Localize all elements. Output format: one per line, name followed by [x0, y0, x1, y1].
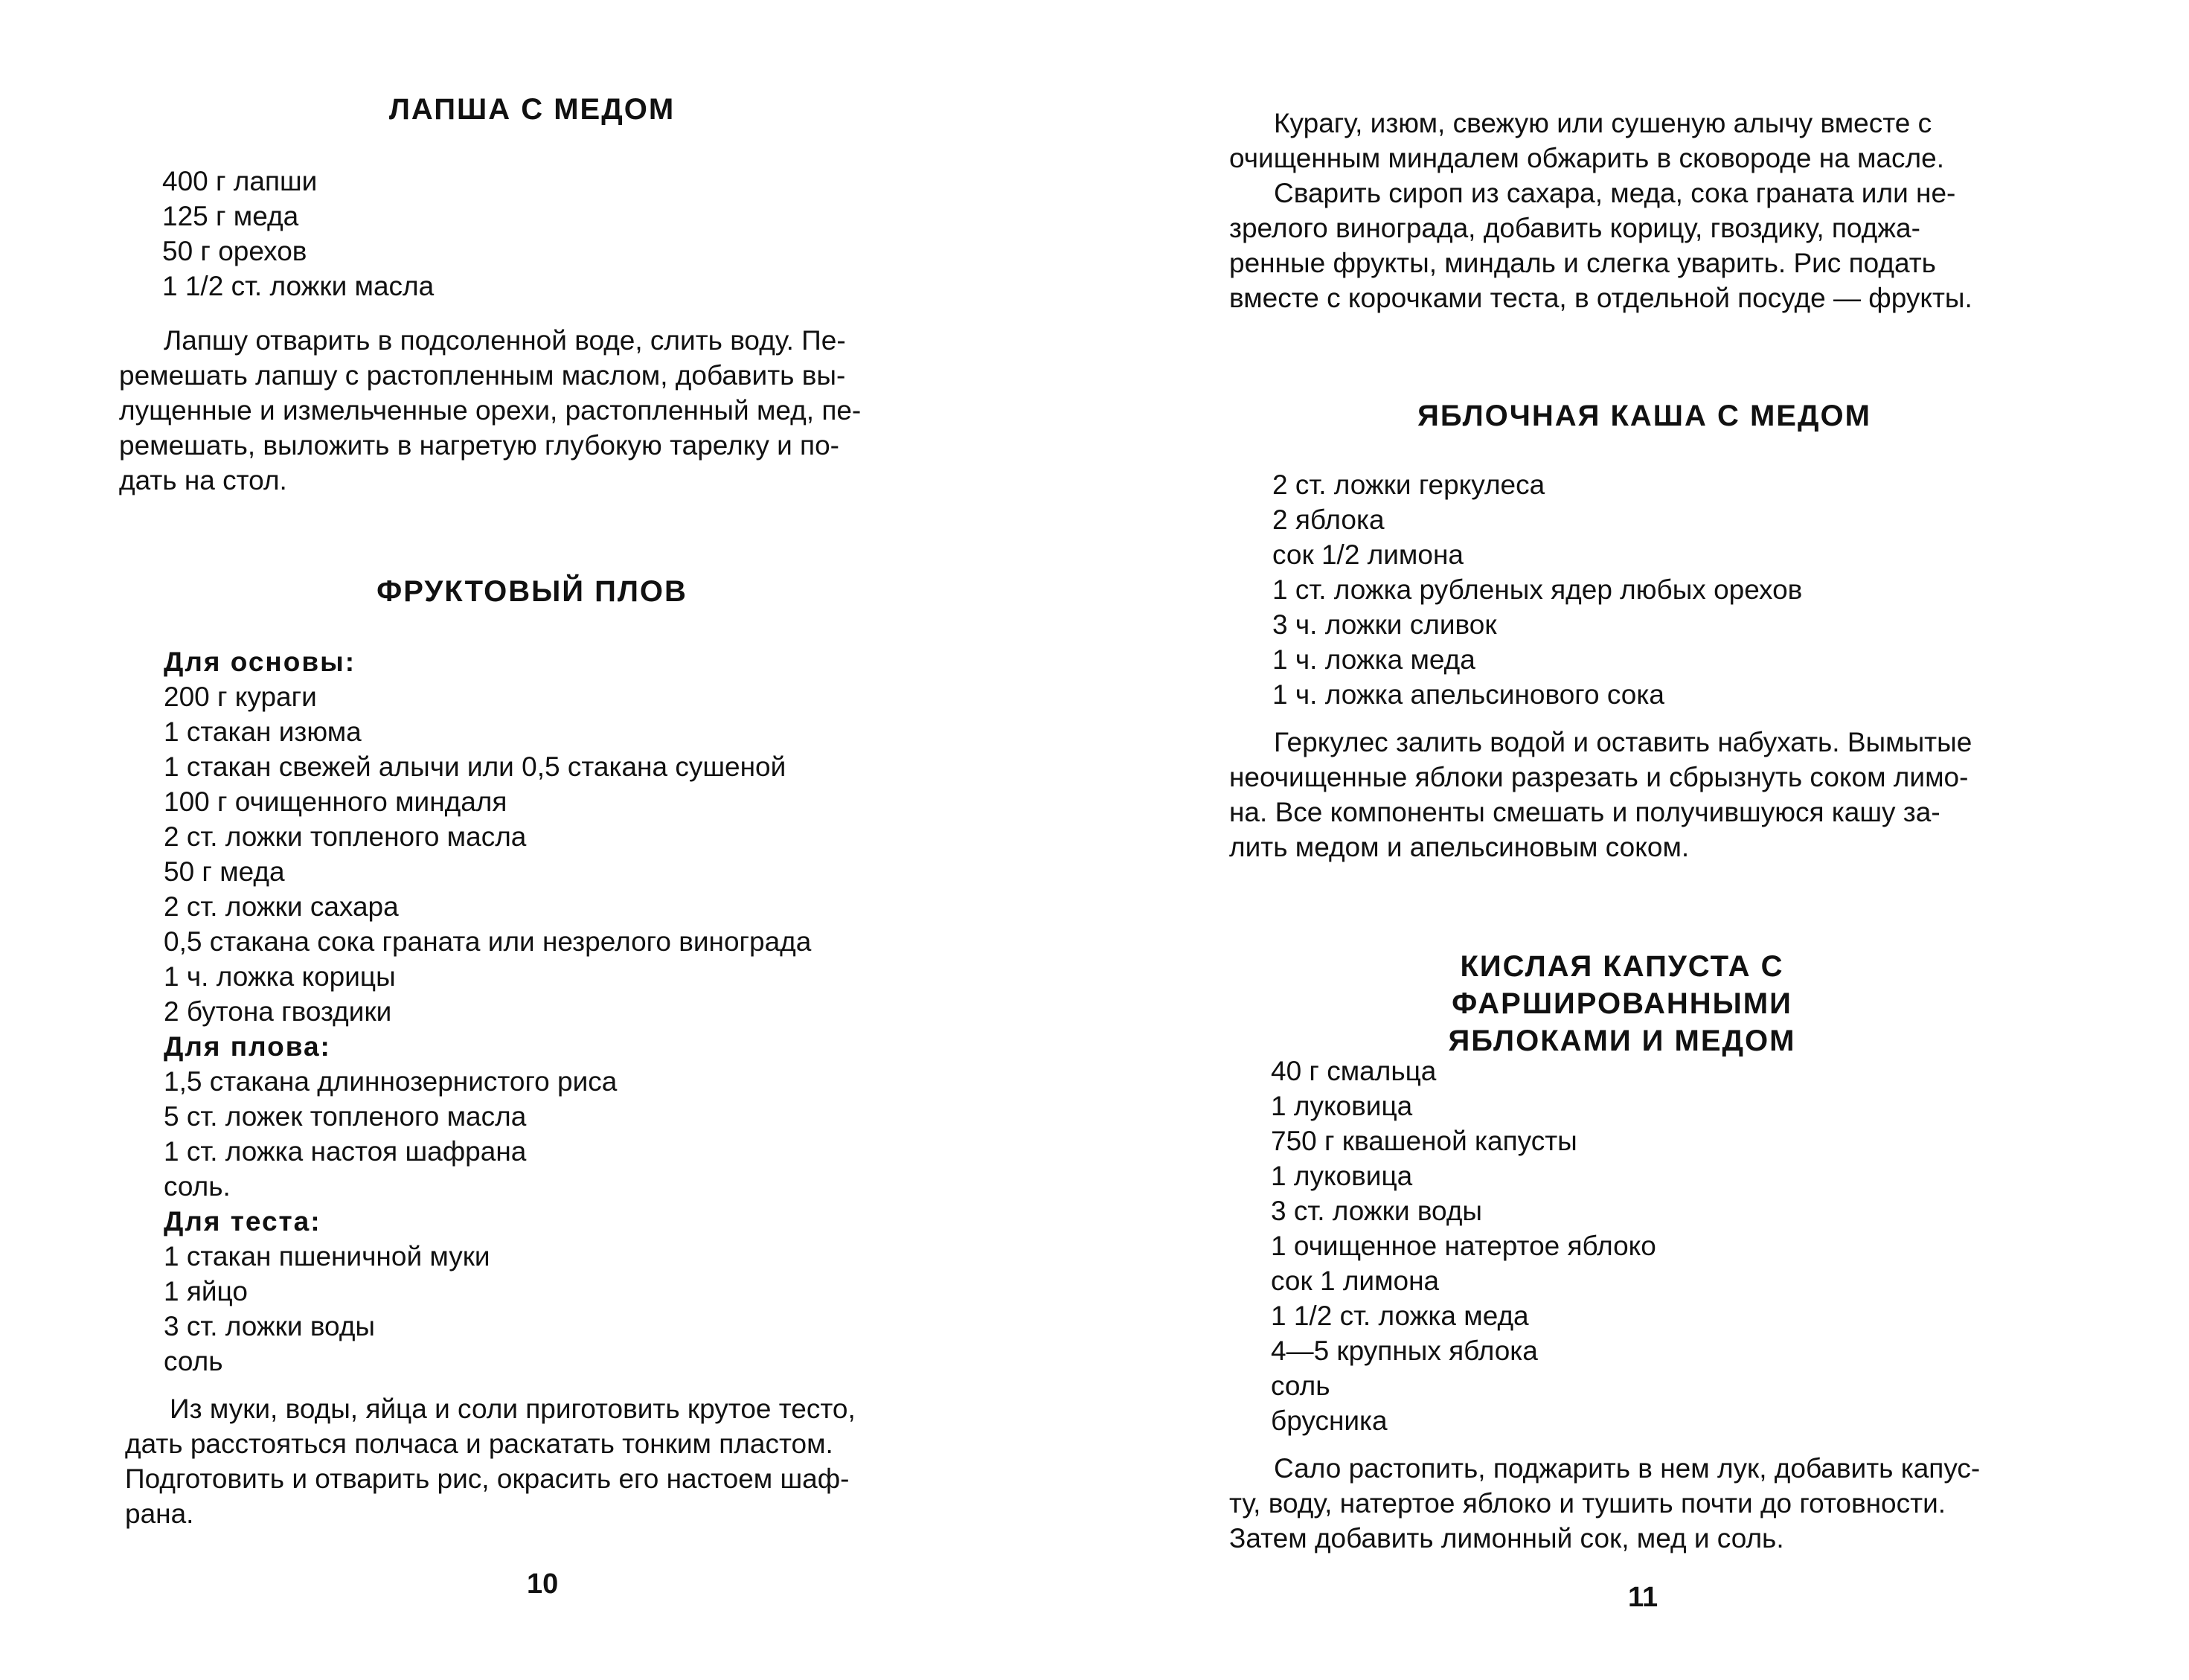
ingredient: соль. — [164, 1171, 231, 1202]
instructions-sauerkraut — [1229, 1451, 1980, 1556]
ingredient: 2 яблока — [1272, 504, 1385, 535]
ingredient: 1 ч. ложка меда — [1272, 644, 1475, 675]
ingredient: 2 ст. ложки геркулеса — [1272, 469, 1545, 500]
text-line: Сало растопить, поджарить в нем лук, добавить капус- — [1274, 1453, 1981, 1484]
text-line: лущенные и измельченные орехи, растопленный мед, пе- — [119, 395, 862, 426]
ingredient: 3 ст. ложки воды — [1271, 1196, 1483, 1226]
ingredient: 1 1/2 ст. ложки масла — [162, 271, 435, 301]
ingredient: 1 1/2 ст. ложка меда — [1271, 1301, 1529, 1331]
text-line: на. Все компоненты смешать и получившуюся кашу за- — [1229, 797, 1940, 827]
ingredient: 100 г очищенного миндаля — [164, 786, 507, 817]
ingredient: 200 г кураги — [164, 682, 317, 712]
ingredients-fruit-pilaf — [164, 644, 811, 1379]
text-line: неочищенные яблоки разрезать и сбрызнуть соком лимо- — [1229, 762, 1969, 792]
ingredient: 750 г квашеной капусты — [1271, 1126, 1577, 1156]
ingredient: 50 г орехов — [162, 236, 307, 266]
text-line: вместе с корочками теста, в отдельной посуде — фрукты. — [1229, 283, 1972, 313]
page-number: 10 — [527, 1568, 559, 1600]
instructions-fruit-pilaf-continued — [1229, 106, 1972, 315]
text-line: Лапшу отварить в подсоленной воде, слить воду. Пе- — [164, 325, 846, 356]
ingredient: 50 г меда — [164, 856, 285, 887]
ingredient: 1 луковица — [1271, 1161, 1413, 1191]
title-line: ЯБЛОКАМИ И МЕДОМ — [1448, 1025, 1796, 1057]
text-line: рана. — [125, 1498, 194, 1529]
text-line: Геркулес залить водой и оставить набухать. Вымытые — [1274, 727, 1972, 757]
text-line: ремешать лапшу с растопленным маслом, добавить вы- — [119, 360, 846, 391]
subheading-dough: Для теста: — [164, 1206, 321, 1237]
ingredient: 3 ч. ложки сливок — [1272, 609, 1497, 640]
title-line: КИСЛАЯ КАПУСТА С ФАРШИРОВАННЫМИ — [1452, 950, 1792, 1020]
recipe-title-noodles: ЛАПША С МЕДОМ — [388, 93, 676, 126]
ingredient: соль — [164, 1346, 223, 1376]
ingredient: 2 ст. ложки сахара — [164, 891, 399, 922]
text-line: Из муки, воды, яйца и соли приготовить крутое тесто, — [170, 1394, 856, 1424]
ingredients-sauerkraut — [1271, 1054, 1656, 1438]
ingredient: 2 бутона гвоздики — [164, 996, 392, 1027]
ingredients-apple-porridge — [1272, 467, 1802, 712]
text-line: ренные фрукты, миндаль и слегка уварить. Рис подать — [1229, 248, 1936, 278]
text-line: дать расстояться полчаса и раскатать тонким пластом. — [125, 1429, 833, 1459]
left-page — [0, 0, 1086, 1680]
ingredient: 1,5 стакана длиннозернистого риса — [164, 1066, 618, 1097]
ingredient: соль — [1271, 1370, 1330, 1401]
text-line: ремешать, выложить в нагретую глубокую тарелку и по- — [119, 430, 839, 461]
ingredient: брусника — [1271, 1405, 1388, 1436]
subheading-base: Для основы: — [164, 647, 356, 677]
ingredient: сок 1/2 лимона — [1272, 539, 1464, 570]
text-line: дать на стол. — [119, 465, 287, 496]
subheading-pilaf: Для плова: — [164, 1031, 331, 1062]
recipe-title-fruit-pilaf: ФРУКТОВЫЙ ПЛОВ — [376, 575, 688, 608]
text-line: Сварить сироп из сахара, меда, сока граната или не- — [1274, 178, 1956, 208]
ingredients-noodles — [162, 164, 434, 304]
ingredient: 125 г меда — [162, 201, 299, 231]
text-line: зрелого винограда, добавить корицу, гвоздику, поджа- — [1229, 213, 1920, 243]
ingredient: 1 яйцо — [164, 1276, 248, 1307]
text-line: ту, воду, натертое яблоко и тушить почти до готовности. — [1229, 1488, 1946, 1519]
text-line: очищенным миндалем обжарить в сковороде на масле. — [1229, 143, 1944, 173]
recipe-title-sauerkraut — [1295, 948, 1949, 1059]
ingredient: 2 ст. ложки топленого масла — [164, 821, 527, 852]
instructions-noodles — [119, 323, 861, 498]
ingredient: 400 г лапши — [162, 166, 318, 196]
text-line: Подготовить и отварить рис, окрасить его настоем шаф- — [125, 1463, 850, 1494]
instructions-apple-porridge — [1229, 725, 1972, 865]
ingredient: 1 стакан пшеничной муки — [164, 1241, 490, 1272]
recipe-title-apple-porridge: ЯБЛОЧНАЯ КАША С МЕДОМ — [1417, 400, 1871, 432]
ingredient: 1 очищенное натертое яблоко — [1271, 1231, 1656, 1261]
ingredient: 1 ч. ложка апельсинового сока — [1272, 679, 1664, 710]
ingredient: сок 1 лимона — [1271, 1266, 1440, 1296]
text-line: Затем добавить лимонный сок, мед и соль. — [1229, 1523, 1784, 1554]
ingredient: 1 стакан свежей алычи или 0,5 стакана сушеной — [164, 751, 786, 782]
ingredient: 5 ст. ложек топленого масла — [164, 1101, 527, 1132]
ingredient: 4—5 крупных яблока — [1271, 1336, 1538, 1366]
ingredient: 40 г смальца — [1271, 1056, 1437, 1086]
page-number: 11 — [1628, 1582, 1658, 1613]
ingredient: 1 ст. ложка рубленых ядер любых орехов — [1272, 574, 1803, 605]
ingredient: 1 стакан изюма — [164, 716, 362, 747]
right-page — [1161, 0, 2189, 1680]
ingredient: 3 ст. ложки воды — [164, 1311, 376, 1341]
ingredient: 0,5 стакана сока граната или незрелого винограда — [164, 926, 812, 957]
ingredient: 1 ст. ложка настоя шафрана — [164, 1136, 527, 1167]
text-line: лить медом и апельсиновым соком. — [1229, 832, 1690, 862]
ingredient: 1 ч. ложка корицы — [164, 961, 396, 992]
instructions-fruit-pilaf — [125, 1391, 856, 1531]
text-line: Курагу, изюм, свежую или сушеную алычу вместе с — [1274, 108, 1932, 138]
ingredient: 1 луковица — [1271, 1091, 1413, 1121]
